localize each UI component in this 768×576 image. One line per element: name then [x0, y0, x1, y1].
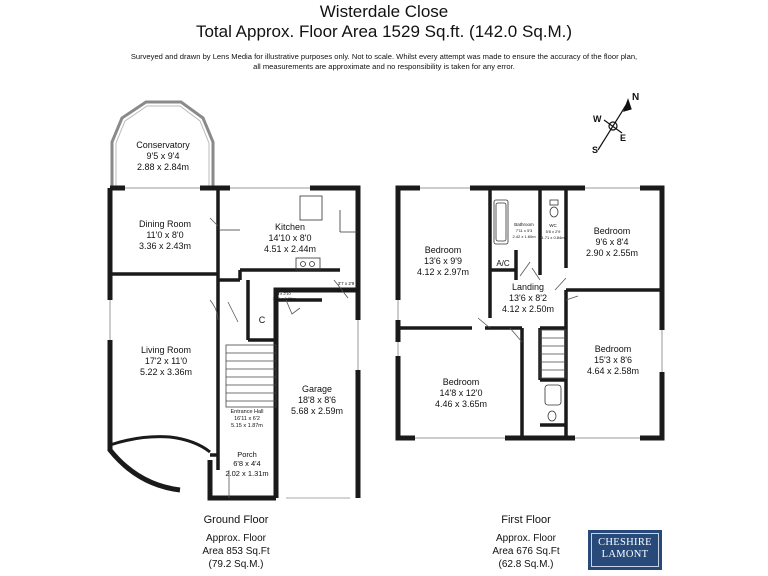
garage-metric: 5.68 x 2.59m [290, 406, 344, 416]
bathroom-imperial: 7'11 x 5'3 [515, 228, 533, 233]
store-imperial: 3'7 x 2'9 [337, 281, 355, 286]
wc-first-name: WC [549, 223, 557, 228]
dining-room-metric: 3.36 x 2.43m [138, 241, 192, 251]
bathroom-name: Bathroom [514, 222, 534, 227]
logo-line-2: LAMONT [601, 549, 649, 560]
disclaimer-line-1: Surveyed and drawn by Lens Media for illustrative purposes only. Not to scale. Whilst every attempt was made to ensure the accuracy of the floor plan, [130, 52, 638, 61]
porch-name: Porch [237, 450, 257, 459]
cupboard-label: C [258, 315, 266, 325]
first-floor-area-line-1: Approx. Floor [495, 533, 557, 544]
kitchen-imperial: 14'10 x 8'0 [268, 233, 312, 243]
plan-title: Wisterdale Close [319, 2, 449, 21]
first-floor-stairs [540, 330, 566, 378]
bedroom-2-metric: 2.90 x 2.55m [585, 248, 639, 258]
living-room-name: Living Room [140, 345, 192, 355]
landing-metric: 4.12 x 2.50m [501, 304, 555, 314]
ground-floor-doors [210, 218, 348, 498]
wc-ground-name: WC [280, 286, 288, 291]
dining-room-imperial: 11'0 x 8'0 [146, 230, 184, 240]
bedroom-3-name: Bedroom [442, 377, 480, 387]
garage-name: Garage [301, 384, 333, 394]
store-metric: 1.09 x 0.84m [332, 288, 360, 293]
bedroom-3-metric: 4.46 x 3.65m [434, 399, 488, 409]
first-floor-area [446, 532, 606, 571]
compass-e: E [620, 133, 627, 143]
kitchen-name: Kitchen [274, 222, 306, 232]
entrance-hall-metric: 5.15 x 1.87m [231, 423, 263, 429]
landing-imperial: 13'6 x 8'2 [509, 293, 547, 303]
wc-first-imperial: 5'8 x 2'9 [545, 229, 561, 234]
living-room-metric: 5.22 x 3.36m [139, 367, 193, 377]
logo-line-1: CHESHIRE [598, 537, 652, 548]
living-room-imperial: 17'2 x 11'0 [144, 356, 188, 366]
ground-floor-area-line-2: Area 853 Sq.Ft [202, 546, 270, 557]
landing-name: Landing [511, 282, 545, 292]
kitchen-metric: 4.51 x 2.44m [263, 244, 317, 254]
wc-ground-metric: 1.21 x 0.86m [272, 296, 296, 301]
dining-room-name: Dining Room [138, 219, 192, 229]
ground-floor-area-line-1: Approx. Floor [205, 533, 267, 544]
conservatory-imperial: 9'5 x 9'4 [146, 151, 180, 161]
porch-imperial: 6'8 x 4'4 [233, 459, 261, 468]
conservatory-name: Conservatory [136, 140, 190, 150]
ground-floor-area [156, 532, 316, 571]
bedroom-4-metric: 4.64 x 2.58m [586, 366, 640, 376]
wc-ground-imperial: 4'x 2'10 [277, 291, 291, 296]
bedroom-1-name: Bedroom [424, 245, 462, 255]
disclaimer-line-2: all measurements are approximate and no responsibility is taken for any error. [253, 62, 515, 71]
total-floor-area: Total Approx. Floor Area 1529 Sq.ft. (142.0 Sq.M.) [195, 22, 573, 41]
bedroom-2-imperial: 9'6 x 8'4 [595, 237, 629, 247]
bedroom-4-imperial: 15'3 x 8'6 [594, 355, 632, 365]
compass-w: W [593, 114, 602, 124]
bedroom-1-imperial: 13'6 x 9'9 [424, 256, 462, 266]
first-floor-area-line-2: Area 676 Sq.Ft [492, 546, 560, 557]
entrance-hall-imperial: 16'11 x 6'2 [234, 416, 260, 422]
compass-s: S [592, 145, 599, 155]
ground-floor-label: Ground Floor [203, 514, 269, 526]
bedroom-4-name: Bedroom [594, 344, 632, 354]
porch-metric: 2.02 x 1.31m [225, 469, 269, 478]
first-floor-area-line-3: (62.8 Sq.M.) [498, 559, 554, 570]
bedroom-1-metric: 4.12 x 2.97m [416, 267, 470, 277]
bedroom-2-name: Bedroom [593, 226, 631, 236]
wc-first-metric: 1.71 x 0.84m [541, 235, 565, 240]
compass-n: N [632, 92, 640, 103]
compass-icon [592, 92, 639, 155]
ground-floor-area-line-3: (79.2 Sq.M.) [208, 559, 264, 570]
conservatory-metric: 2.88 x 2.84m [136, 162, 190, 172]
first-floor-label: First Floor [501, 514, 551, 526]
entrance-hall-name: Entrance Hall [230, 409, 264, 415]
bedroom-3-imperial: 14'8 x 12'0 [439, 388, 483, 398]
ac-label: A/C [496, 259, 510, 268]
garage-imperial: 18'8 x 8'6 [298, 395, 336, 405]
ground-floor-stairs [226, 345, 276, 407]
bathroom-metric: 2.42 x 1.60m [512, 234, 536, 239]
cheshire-lamont-logo [588, 530, 662, 570]
